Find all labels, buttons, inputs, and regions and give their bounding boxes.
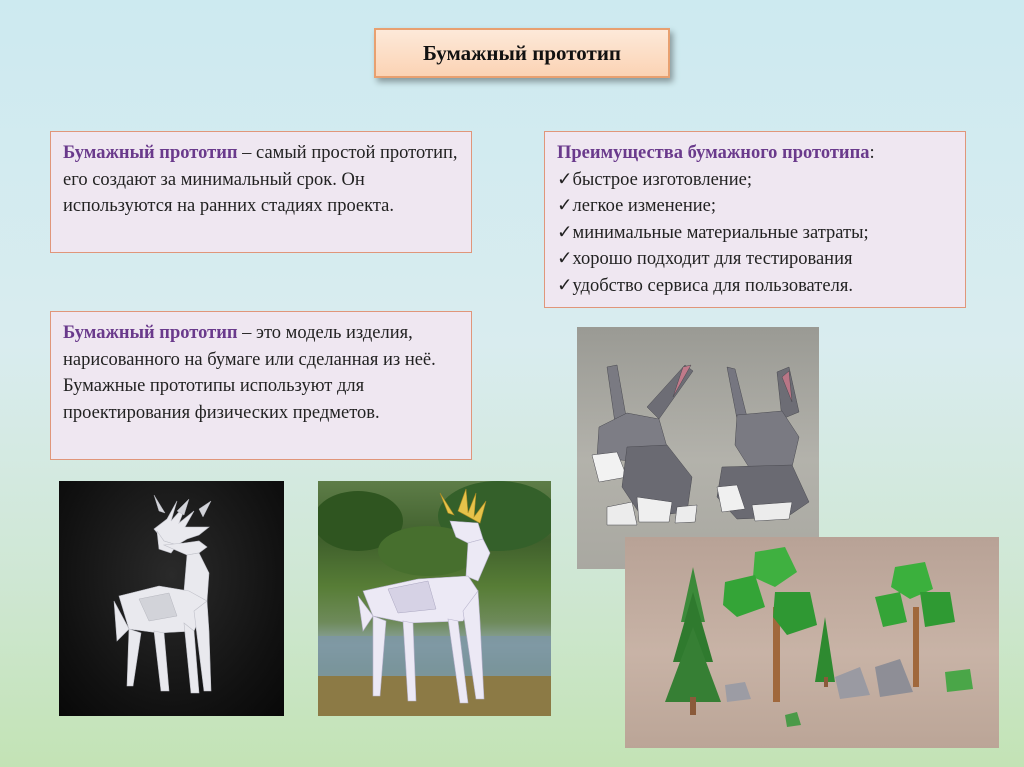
definition-text: – самый простой прототип, его создают за минимальный срок. Он используются на ранних стадиях проекта. — [63, 143, 458, 216]
definition-box-2 — [50, 311, 472, 460]
check-icon: ✓ — [557, 249, 573, 269]
check-icon: ✓ — [557, 275, 573, 296]
check-icon: ✓ — [557, 196, 573, 216]
advantage-item — [557, 273, 953, 300]
advantage-text: хорошо подходит для тестирования — [572, 249, 853, 269]
advantage-text: быстрое изготовление; — [572, 169, 752, 190]
advantage-item — [557, 246, 953, 273]
paper-deer-nature-image — [318, 481, 551, 716]
advantage-text: удобство сервиса для пользователя. — [572, 275, 853, 296]
advantages-box — [544, 131, 966, 308]
advantage-text: легкое изменение; — [572, 196, 717, 216]
advantage-item — [557, 220, 953, 247]
paper-trees-photo — [625, 537, 999, 748]
advantage-item — [557, 193, 953, 220]
paper-deer-nature-photo — [318, 481, 551, 716]
paper-deer-photo — [59, 481, 284, 716]
paper-rabbits-image — [577, 327, 819, 569]
term-label: Бумажный прототип — [63, 323, 238, 343]
heading-colon: : — [869, 143, 875, 163]
paper-rabbits-photo — [577, 327, 819, 569]
check-icon: ✓ — [557, 222, 573, 243]
term-label: Бумажный прототип — [63, 143, 238, 163]
slide-title: Бумажный прототип — [374, 28, 670, 78]
advantages-heading: Преимущества бумажного прототипа — [557, 143, 870, 163]
paper-trees-image — [625, 537, 999, 748]
definition-text: – это модель изделия, нарисованного на бумаге или сделанная из неё. Бумажные прототипы используют для проектирования физических предметов. — [63, 323, 436, 423]
check-icon: ✓ — [557, 169, 573, 190]
advantage-text: минимальные материальные затраты; — [572, 222, 869, 243]
definition-box-1 — [50, 131, 472, 253]
advantage-item — [557, 167, 953, 194]
paper-deer-image — [59, 481, 284, 716]
